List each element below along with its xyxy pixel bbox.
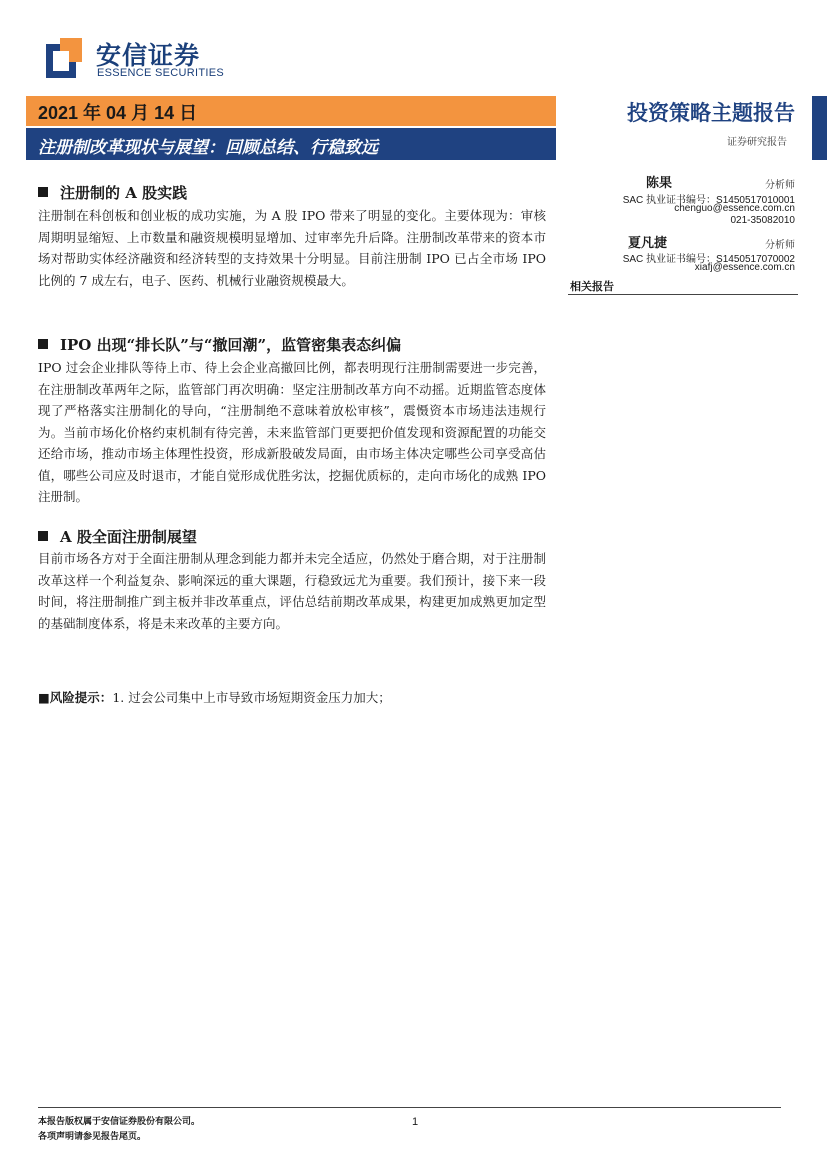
section-1-paragraph: 注册制在科创板和创业板的成功实施，为 A 股 IPO 带来了明显的变化。主要体现为：审核周期明显缩短、上市数量和融资规模明显增加、过审率先升后降。注册制改革带来的资本市场对帮助实体经济融资和经济转型的支持效果十分明显。目前注册制 IPO 已占全市场 IPO 比例的 7 成左右，电子、医药、机械行业融资规模最大。: [38, 208, 546, 288]
logo-english-name: ESSENCE SECURITIES: [97, 67, 225, 79]
square-bullet-icon: [38, 339, 48, 349]
footer-disclaimer-note: 各项声明请参见报告尾页。: [38, 1132, 147, 1142]
analyst-name: 陈果: [646, 176, 673, 191]
essence-logo-icon: [46, 38, 82, 78]
page-number: 1: [411, 1116, 419, 1128]
report-type: 投资策略主题报告: [627, 100, 795, 125]
related-reports-heading: 相关报告: [570, 280, 614, 293]
analyst-email: xiafj@essence.com.cn: [694, 262, 795, 273]
analyst-phone: 021-35082010: [730, 215, 795, 226]
analyst-name: 夏凡捷: [628, 236, 668, 251]
risk-warning: ■风险提示：1. 过会公司集中上市导致市场短期资金压力加大；: [38, 690, 391, 705]
analyst-email: chenguo@essence.com.cn: [674, 203, 795, 214]
section-3-paragraph: 目前市场各方对于全面注册制从理念到能力都并未完全适应，仍然处于磨合期，对于注册制改革这样一个利益复杂、影响深远的重大课题，行稳致远尤为重要。我们预计，接下来一段时间，将注册制推广到主板并非改革重点，评估总结前期改革成果，构建更加成熟更加定型的基础制度体系，将是未来改革的主要方向。: [38, 551, 546, 631]
analyst-sac-number: SAC 执业证书编号：S1450517070002: [622, 254, 795, 265]
footer-copyright: 本报告版权属于安信证券股份有限公司。: [38, 1117, 201, 1127]
related-reports-divider: [568, 294, 798, 295]
header-accent-stripe: [812, 96, 827, 160]
square-bullet-icon: [38, 531, 48, 541]
logo-chinese-name: 安信证券: [96, 41, 201, 70]
section-title-2: IPO 出现“排长队”与“撤回潮”，监管密集表态纠偏: [38, 334, 401, 355]
report-date: 2021 年 04 月 14 日: [38, 103, 198, 123]
square-bullet-icon: [38, 187, 48, 197]
section-title-1: 注册制的 A 股实践: [38, 182, 187, 203]
report-title: 注册制改革现状与展望：回顾总结、行稳致远: [38, 138, 378, 158]
footer-divider: [38, 1107, 781, 1108]
report-category: 证券研究报告: [727, 137, 787, 148]
analyst-role: 分析师: [765, 180, 795, 191]
section-2-paragraph: IPO 过会企业排队等待上市、待上会企业高撤回比例，都表明现行注册制需要进一步完善，在注册制改革两年之际，监管部门再次明确：坚定注册制改革方向不动摇。近期监管态度体现了严格落实注册制化的导向，“注册制绝不意味着放松审核”，震慑资本市场违法违规行为。当前市场化价格约束机制有待完善，未来监管部门更要把价值发现和资源配置的功能交还给市场，推动市场主体理性投资，形成新股破发局面，由市场主体决定哪些公司享受高估值，哪些公司应及时退市，才能自觉形成优胜劣汰，挖掘优质标的，走向市场化的成熟 IPO 注册制。: [38, 360, 546, 504]
section-title-3: A 股全面注册制展望: [38, 526, 197, 547]
analyst-sac-number: SAC 执业证书编号：S1450517010001: [622, 195, 795, 206]
analyst-role: 分析师: [765, 240, 795, 251]
